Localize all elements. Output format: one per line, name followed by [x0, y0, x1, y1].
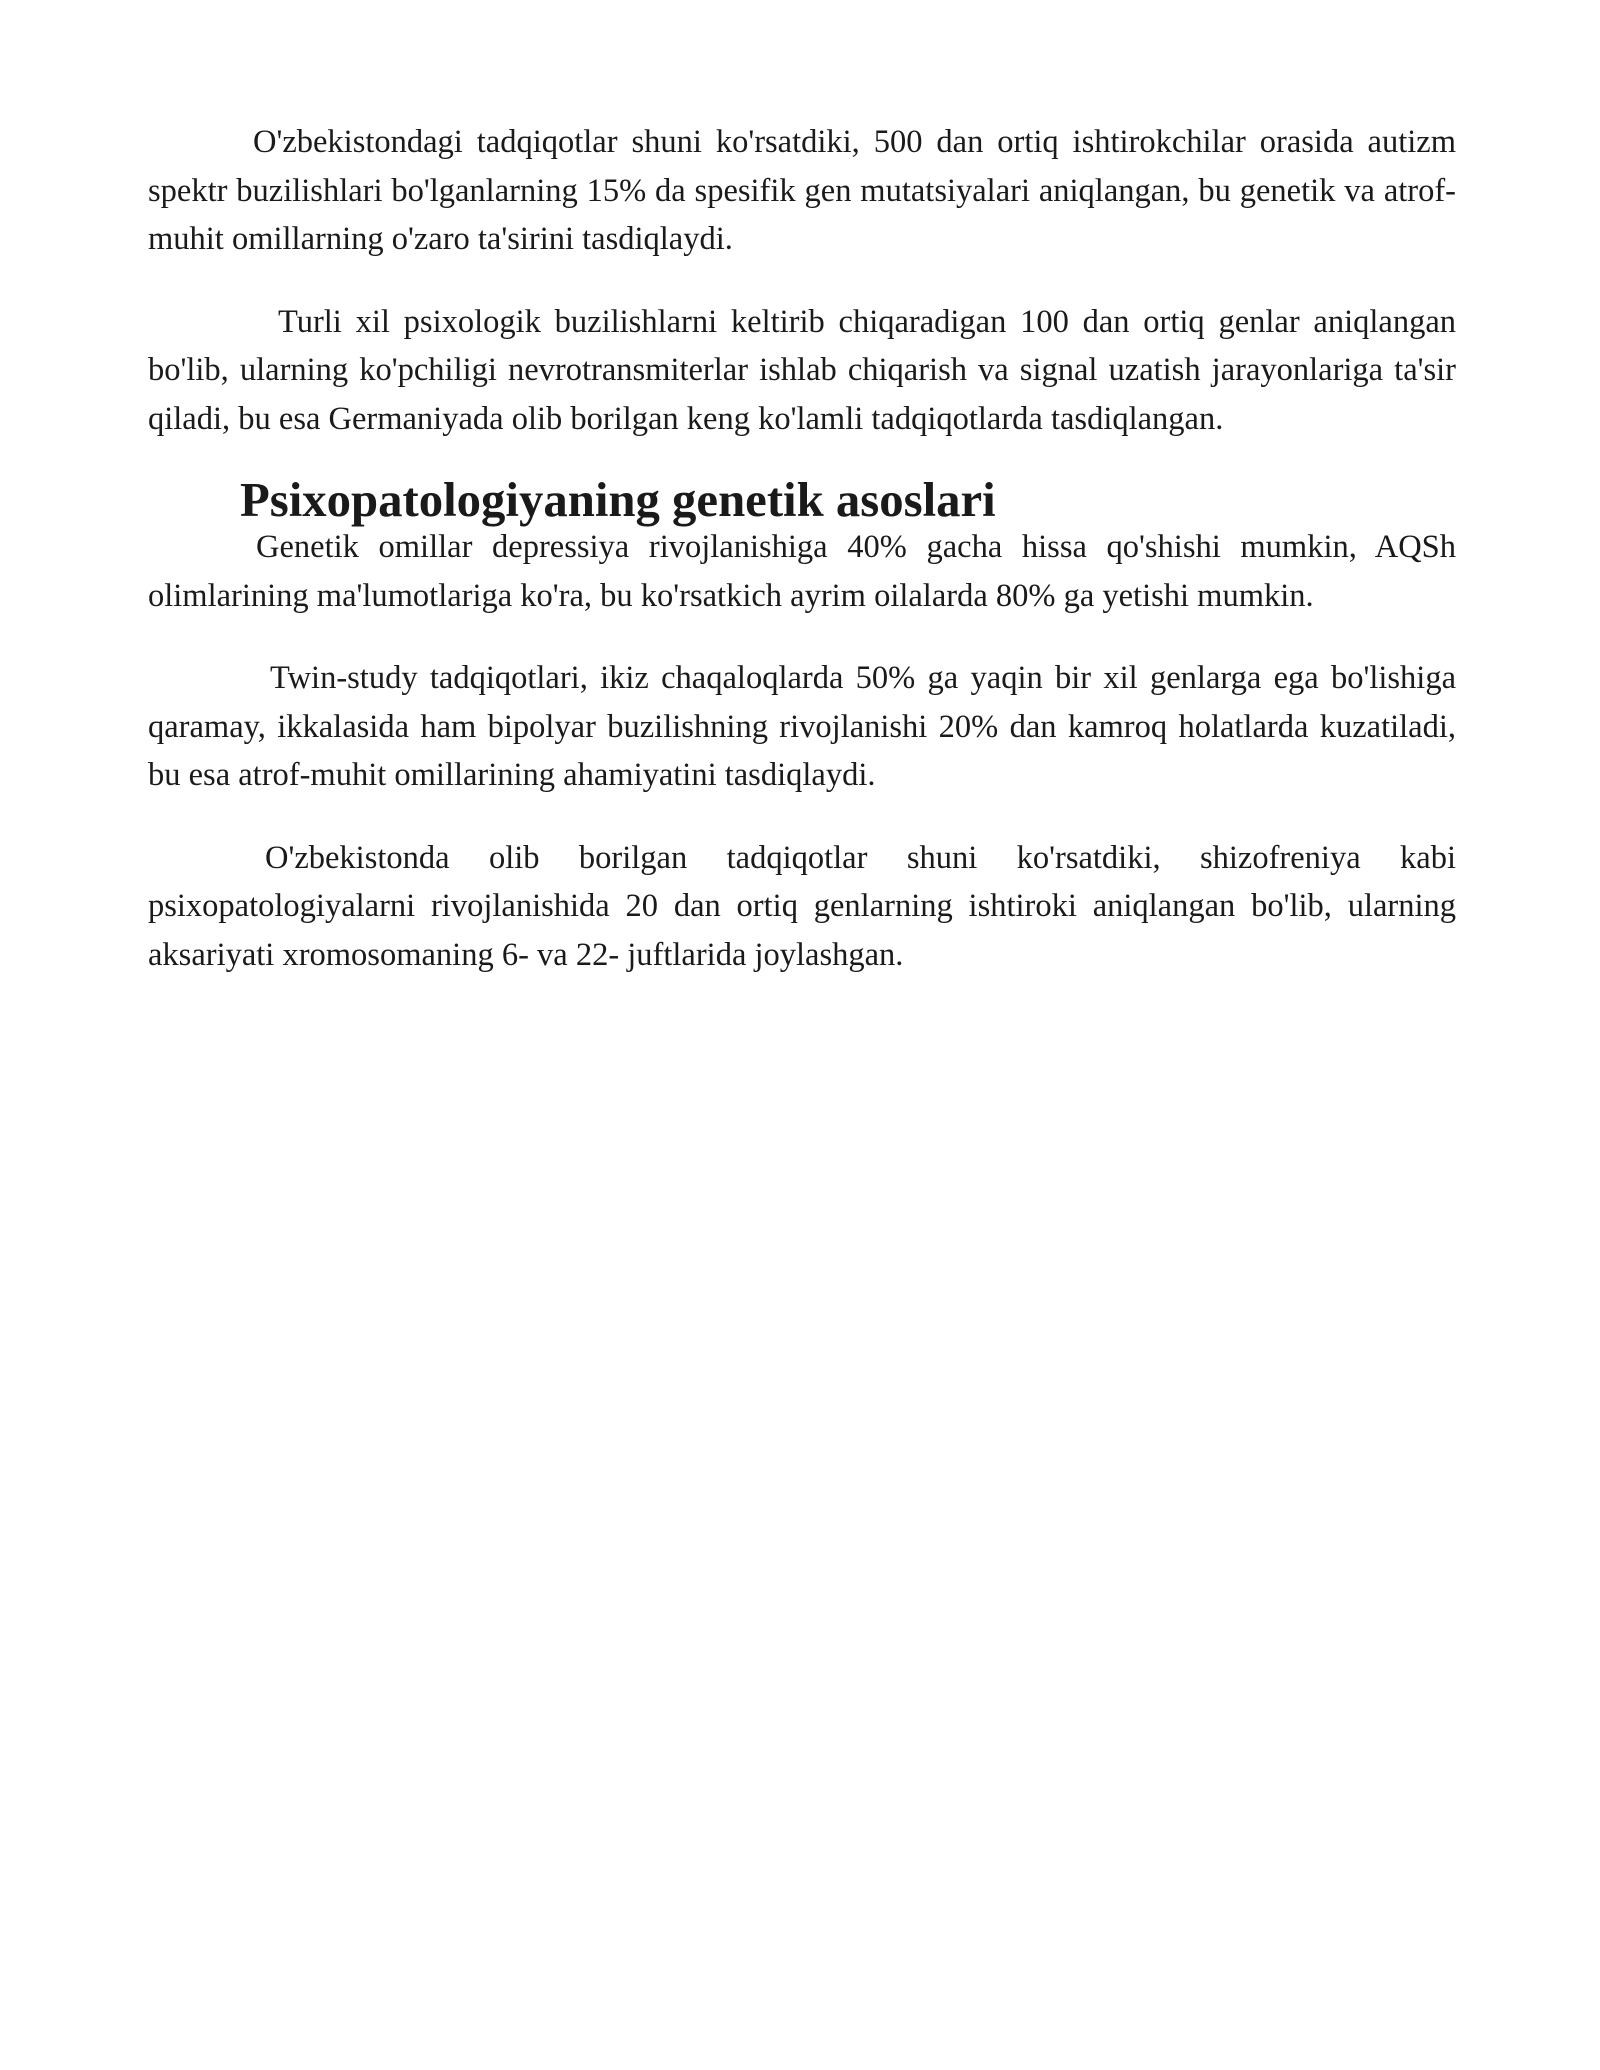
- paragraph-psychological-genes: Turli xil psixologik buzilishlarni keltirib chiqaradigan 100 dan ortiq genlar aniqlangan bo'lib, ularning ko'pchiligi nevrotransmiterlar ishlab chiqarish va signal uzatish jarayonlariga ta'sir qiladi, bu esa Germaniyada olib borilgan keng ko'lamli tadqiqotlarda tasdiqlangan.: [148, 303, 1456, 437]
- paragraph-autism-study: O'zbekistondagi tadqiqotlar shuni ko'rsatdiki, 500 dan ortiq ishtirokchilar orasida autizm spektr buzilishlari bo'lganlarning 15% da spesifik gen mutatsiyalari aniqlangan, bu genetik va atrof-muhit omillarning o'zaro ta'sirini tasdiqlaydi.: [148, 124, 1456, 257]
- paragraph-twin-study: Twin-study tadqiqotlari, ikiz chaqaloqlarda 50% ga yaqin bir xil genlarga ega bo'lishiga qaramay, ikkalasida ham bipolyar buzilishning rivojlanishi 20% dan kamroq holatlarda kuzatiladi, bu esa atrof-muhit omillarining ahamiyatini tasdiqlaydi.: [148, 660, 1456, 793]
- paragraph-schizophrenia-study: O'zbekistonda olib borilgan tadqiqotlar shuni ko'rsatdiki, shizofreniya kabi psixopatologiyalarni rivojlanishida 20 dan ortiq genlarning ishtiroki aniqlangan bo'lib, ularning aksariyati xromosomaning 6- va 22- juftlarida joylashgan.: [148, 839, 1456, 973]
- section-heading: Psixopatologiyaning genetik asoslari: [240, 473, 996, 527]
- paragraph-depression-genetics: Genetik omillar depressiya rivojlanishiga 40% gacha hissa qo'shishi mumkin, AQSh olimlarining ma'lumotlariga ko'ra, bu ko'rsatkich ayrim oilalarda 80% ga yetishi mumkin.: [148, 529, 1456, 614]
- document-page: [148, 118, 1456, 979]
